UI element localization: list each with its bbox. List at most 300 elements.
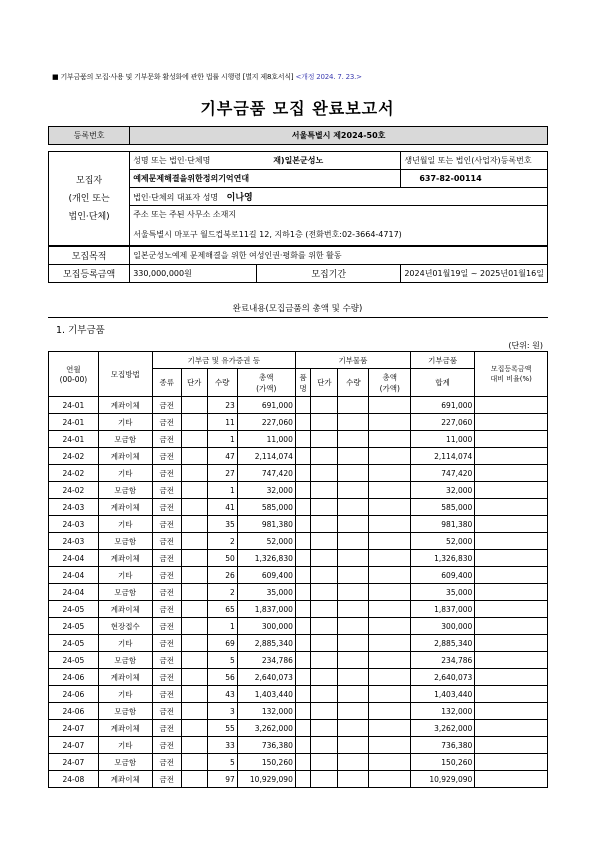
cell-goods-qty bbox=[338, 686, 369, 703]
cell-goods-amount bbox=[369, 737, 411, 754]
cell-ratio bbox=[475, 516, 548, 533]
cell-ratio bbox=[475, 618, 548, 635]
cell-total: 10,929,090 bbox=[411, 771, 475, 788]
table-row bbox=[49, 669, 548, 686]
cell-kind: 금전 bbox=[152, 635, 181, 652]
divider bbox=[48, 317, 548, 318]
cell-goods-qty bbox=[338, 703, 369, 720]
table-row bbox=[49, 737, 548, 754]
cell-goods-qty bbox=[338, 482, 369, 499]
cell-goods-amount bbox=[369, 771, 411, 788]
cell-qty: 23 bbox=[207, 397, 237, 414]
header-ratio-1: 모집등록금액 bbox=[490, 365, 532, 373]
cell-goods-amount bbox=[369, 465, 411, 482]
cell-amount: 747,420 bbox=[237, 465, 295, 482]
cell-ratio bbox=[475, 465, 548, 482]
collector-label bbox=[49, 152, 130, 246]
cell-unitprice bbox=[181, 567, 207, 584]
cell-goods-amount bbox=[369, 397, 411, 414]
cell-goods-amount bbox=[369, 601, 411, 618]
cell-kind: 금전 bbox=[152, 431, 181, 448]
table-row bbox=[49, 465, 548, 482]
cell-yearmonth: 24-02 bbox=[49, 465, 99, 482]
cell-amount: 300,000 bbox=[237, 618, 295, 635]
cell-goods-unitprice bbox=[311, 686, 338, 703]
cell-method: 계좌이체 bbox=[98, 669, 152, 686]
cell-yearmonth: 24-07 bbox=[49, 737, 99, 754]
page-title: 기부금품 모집 완료보고서 bbox=[200, 99, 395, 118]
cell-total: 2,885,340 bbox=[411, 635, 475, 652]
cell-goods-qty bbox=[338, 720, 369, 737]
cell-goods-unitprice bbox=[311, 669, 338, 686]
cell-kind: 금전 bbox=[152, 771, 181, 788]
cell-kind: 금전 bbox=[152, 397, 181, 414]
cell-qty: 3 bbox=[207, 703, 237, 720]
amount-value: 330,000,000원 bbox=[130, 265, 257, 283]
cell-amount: 609,400 bbox=[237, 567, 295, 584]
cell-qty: 47 bbox=[207, 448, 237, 465]
cell-method: 모금함 bbox=[98, 482, 152, 499]
header-item-2: 명 bbox=[299, 383, 307, 393]
cell-kind: 금전 bbox=[152, 601, 181, 618]
cell-ratio bbox=[475, 567, 548, 584]
table-row bbox=[49, 397, 548, 414]
cell-goods-unitprice bbox=[311, 448, 338, 465]
cell-qty: 33 bbox=[207, 737, 237, 754]
reg-label: 등록번호 bbox=[49, 127, 130, 145]
table-row bbox=[49, 567, 548, 584]
cell-method: 기타 bbox=[98, 635, 152, 652]
cell-kind: 금전 bbox=[152, 448, 181, 465]
cell-goods-unitprice bbox=[311, 550, 338, 567]
header-qty: 수량 bbox=[207, 369, 237, 397]
cell-item bbox=[295, 414, 311, 431]
cell-goods-unitprice bbox=[311, 567, 338, 584]
cell-qty: 35 bbox=[207, 516, 237, 533]
cell-kind: 금전 bbox=[152, 652, 181, 669]
cell-goods-qty bbox=[338, 516, 369, 533]
cell-amount: 2,885,340 bbox=[237, 635, 295, 652]
cell-ratio bbox=[475, 720, 548, 737]
cell-yearmonth: 24-07 bbox=[49, 754, 99, 771]
cell-yearmonth: 24-05 bbox=[49, 635, 99, 652]
cell-goods-amount bbox=[369, 499, 411, 516]
collector-label-2: (개인 또는 bbox=[68, 193, 110, 204]
cell-qty: 11 bbox=[207, 414, 237, 431]
cell-method: 모금함 bbox=[98, 652, 152, 669]
cell-goods-qty bbox=[338, 652, 369, 669]
donation-table bbox=[48, 351, 548, 788]
cell-item bbox=[295, 499, 311, 516]
cell-goods-amount bbox=[369, 533, 411, 550]
cell-unitprice bbox=[181, 754, 207, 771]
cell-qty: 41 bbox=[207, 499, 237, 516]
cell-unitprice bbox=[181, 533, 207, 550]
name-cell bbox=[130, 152, 401, 188]
cell-goods-qty bbox=[338, 771, 369, 788]
table-row bbox=[49, 499, 548, 516]
cell-goods-qty bbox=[338, 737, 369, 754]
amount-label: 모집등록금액 bbox=[49, 265, 130, 283]
cell-goods-qty bbox=[338, 754, 369, 771]
table-row bbox=[49, 652, 548, 669]
table-row bbox=[49, 754, 548, 771]
header-ratio-2: 대비 비율(%) bbox=[490, 375, 532, 383]
cell-qty: 1 bbox=[207, 618, 237, 635]
cell-goods-qty bbox=[338, 618, 369, 635]
cell-ratio bbox=[475, 686, 548, 703]
cell-total: 132,000 bbox=[411, 703, 475, 720]
header-method: 모집방법 bbox=[98, 352, 152, 397]
cell-goods-amount bbox=[369, 635, 411, 652]
cell-kind: 금전 bbox=[152, 499, 181, 516]
cell-yearmonth: 24-04 bbox=[49, 584, 99, 601]
table-row bbox=[49, 686, 548, 703]
cell-method: 계좌이체 bbox=[98, 397, 152, 414]
cell-goods-qty bbox=[338, 584, 369, 601]
cell-qty: 43 bbox=[207, 686, 237, 703]
cell-unitprice bbox=[181, 635, 207, 652]
cell-item bbox=[295, 465, 311, 482]
cell-item bbox=[295, 397, 311, 414]
cell-item bbox=[295, 584, 311, 601]
cell-amount: 736,380 bbox=[237, 737, 295, 754]
header-unitprice: 단가 bbox=[181, 369, 207, 397]
cell-method: 기타 bbox=[98, 414, 152, 431]
cell-yearmonth: 24-06 bbox=[49, 669, 99, 686]
table-row bbox=[49, 448, 548, 465]
table-row bbox=[49, 431, 548, 448]
cell-method: 기타 bbox=[98, 737, 152, 754]
cell-item bbox=[295, 669, 311, 686]
cell-item bbox=[295, 720, 311, 737]
cell-amount: 227,060 bbox=[237, 414, 295, 431]
cell-total: 1,326,830 bbox=[411, 550, 475, 567]
cell-amount: 2,640,073 bbox=[237, 669, 295, 686]
rep-label: 법인·단체의 대표자 성명 bbox=[133, 193, 219, 202]
cell-item bbox=[295, 771, 311, 788]
cell-goods-unitprice bbox=[311, 584, 338, 601]
header-kind: 종류 bbox=[152, 369, 181, 397]
cell-yearmonth: 24-02 bbox=[49, 482, 99, 499]
cell-qty: 97 bbox=[207, 771, 237, 788]
cell-goods-amount bbox=[369, 584, 411, 601]
cell-yearmonth: 24-08 bbox=[49, 771, 99, 788]
cell-unitprice bbox=[181, 482, 207, 499]
cell-ratio bbox=[475, 448, 548, 465]
header-yearmonth bbox=[49, 352, 99, 397]
cell-qty: 56 bbox=[207, 669, 237, 686]
cell-total: 1,403,440 bbox=[411, 686, 475, 703]
cell-kind: 금전 bbox=[152, 669, 181, 686]
header-goods-qty: 수량 bbox=[338, 369, 369, 397]
cell-amount: 585,000 bbox=[237, 499, 295, 516]
cell-qty: 5 bbox=[207, 754, 237, 771]
cell-item bbox=[295, 652, 311, 669]
cell-method: 기타 bbox=[98, 465, 152, 482]
cell-method: 계좌이체 bbox=[98, 499, 152, 516]
cell-goods-qty bbox=[338, 465, 369, 482]
addr-label: 주소 또는 주된 사무소 소재지 bbox=[130, 206, 548, 224]
purpose-label: 모집목적 bbox=[49, 247, 130, 265]
cell-method: 계좌이체 bbox=[98, 601, 152, 618]
cell-amount: 132,000 bbox=[237, 703, 295, 720]
cell-unitprice bbox=[181, 499, 207, 516]
cell-method: 기타 bbox=[98, 686, 152, 703]
cell-amount: 1,326,830 bbox=[237, 550, 295, 567]
cell-goods-unitprice bbox=[311, 533, 338, 550]
cell-goods-unitprice bbox=[311, 737, 338, 754]
legal-note-text: ■ 기부금품의 모집·사용 및 기부문화 활성화에 관한 법률 시행령 [별지 제8호서식] bbox=[52, 73, 294, 81]
header-goods-amount-1: 총액 bbox=[382, 372, 397, 382]
cell-amount: 11,000 bbox=[237, 431, 295, 448]
cell-ratio bbox=[475, 771, 548, 788]
cell-qty: 2 bbox=[207, 584, 237, 601]
cell-unitprice bbox=[181, 465, 207, 482]
table-row bbox=[49, 516, 548, 533]
cell-goods-qty bbox=[338, 635, 369, 652]
cell-unitprice bbox=[181, 550, 207, 567]
cell-ratio bbox=[475, 414, 548, 431]
cell-qty: 27 bbox=[207, 465, 237, 482]
cell-total: 691,000 bbox=[411, 397, 475, 414]
cell-amount: 981,380 bbox=[237, 516, 295, 533]
header-group-money: 기부금 및 유가증권 등 bbox=[152, 352, 295, 369]
header-goods-amount bbox=[369, 369, 411, 397]
header-goods-amount-2: (가액) bbox=[379, 383, 400, 393]
cell-goods-unitprice bbox=[311, 618, 338, 635]
cell-item bbox=[295, 703, 311, 720]
cell-kind: 금전 bbox=[152, 482, 181, 499]
cell-unitprice bbox=[181, 686, 207, 703]
cell-method: 모금함 bbox=[98, 431, 152, 448]
cell-method: 모금함 bbox=[98, 754, 152, 771]
header-yearmonth-1: 연월 bbox=[66, 365, 81, 374]
header-yearmonth-2: (00-00) bbox=[59, 375, 88, 384]
cell-kind: 금전 bbox=[152, 567, 181, 584]
section-title: 1. 기부금품 bbox=[56, 325, 105, 336]
cell-goods-unitprice bbox=[311, 754, 338, 771]
cell-goods-unitprice bbox=[311, 771, 338, 788]
cell-qty: 2 bbox=[207, 533, 237, 550]
cell-method: 모금함 bbox=[98, 533, 152, 550]
cell-ratio bbox=[475, 754, 548, 771]
cell-goods-qty bbox=[338, 601, 369, 618]
cell-item bbox=[295, 567, 311, 584]
info-table bbox=[48, 126, 548, 283]
cell-goods-amount bbox=[369, 669, 411, 686]
cell-item bbox=[295, 448, 311, 465]
cell-ratio bbox=[475, 431, 548, 448]
cell-method: 계좌이체 bbox=[98, 448, 152, 465]
cell-goods-unitprice bbox=[311, 635, 338, 652]
cell-item bbox=[295, 533, 311, 550]
cell-item bbox=[295, 550, 311, 567]
cell-yearmonth: 24-04 bbox=[49, 550, 99, 567]
cell-unitprice bbox=[181, 448, 207, 465]
cell-yearmonth: 24-04 bbox=[49, 567, 99, 584]
cell-qty: 1 bbox=[207, 482, 237, 499]
cell-goods-qty bbox=[338, 414, 369, 431]
cell-goods-amount bbox=[369, 720, 411, 737]
cell-amount: 1,837,000 bbox=[237, 601, 295, 618]
cell-goods-amount bbox=[369, 754, 411, 771]
cell-kind: 금전 bbox=[152, 703, 181, 720]
cell-yearmonth: 24-03 bbox=[49, 533, 99, 550]
cell-qty: 65 bbox=[207, 601, 237, 618]
cell-total: 52,000 bbox=[411, 533, 475, 550]
cell-total: 35,000 bbox=[411, 584, 475, 601]
cell-ratio bbox=[475, 635, 548, 652]
cell-yearmonth: 24-05 bbox=[49, 601, 99, 618]
cell-method: 현장접수 bbox=[98, 618, 152, 635]
cell-item bbox=[295, 754, 311, 771]
cell-unitprice bbox=[181, 516, 207, 533]
cell-total: 234,786 bbox=[411, 652, 475, 669]
cell-item bbox=[295, 482, 311, 499]
table-row bbox=[49, 533, 548, 550]
name-value-1: 재)일본군성노 bbox=[273, 156, 324, 165]
cell-goods-unitprice bbox=[311, 499, 338, 516]
cell-kind: 금전 bbox=[152, 516, 181, 533]
cell-method: 계좌이체 bbox=[98, 550, 152, 567]
cell-total: 747,420 bbox=[411, 465, 475, 482]
reg-value: 서울특별시 제2024-50호 bbox=[130, 127, 548, 145]
cell-total: 609,400 bbox=[411, 567, 475, 584]
cell-yearmonth: 24-01 bbox=[49, 431, 99, 448]
cell-unitprice bbox=[181, 737, 207, 754]
cell-method: 계좌이체 bbox=[98, 720, 152, 737]
cell-item bbox=[295, 635, 311, 652]
cell-kind: 금전 bbox=[152, 414, 181, 431]
cell-qty: 26 bbox=[207, 567, 237, 584]
cell-goods-amount bbox=[369, 414, 411, 431]
cell-goods-unitprice bbox=[311, 431, 338, 448]
header-item-1: 품 bbox=[299, 372, 307, 382]
period-value: 2024년01월19일 ~ 2025년01월16일 bbox=[401, 265, 548, 283]
header-group-goods: 기부물품 bbox=[295, 352, 410, 369]
cell-ratio bbox=[475, 482, 548, 499]
cell-amount: 52,000 bbox=[237, 533, 295, 550]
cell-goods-amount bbox=[369, 703, 411, 720]
cell-method: 모금함 bbox=[98, 584, 152, 601]
cell-yearmonth: 24-05 bbox=[49, 652, 99, 669]
cell-yearmonth: 24-07 bbox=[49, 720, 99, 737]
cell-goods-qty bbox=[338, 448, 369, 465]
cell-amount: 2,114,074 bbox=[237, 448, 295, 465]
cell-kind: 금전 bbox=[152, 737, 181, 754]
cell-goods-unitprice bbox=[311, 482, 338, 499]
cell-unitprice bbox=[181, 414, 207, 431]
table-row bbox=[49, 482, 548, 499]
legal-note bbox=[52, 72, 362, 82]
cell-unitprice bbox=[181, 720, 207, 737]
rep-value: 이나영 bbox=[226, 193, 253, 203]
cell-goods-qty bbox=[338, 550, 369, 567]
cell-ratio bbox=[475, 669, 548, 686]
cell-amount: 691,000 bbox=[237, 397, 295, 414]
header-group-total: 기부금품 bbox=[411, 352, 475, 369]
cell-unitprice bbox=[181, 652, 207, 669]
addr-value: 서울특별시 마포구 월드컵북로11길 12, 지하1층 (전화번호:02-3664-4717) bbox=[130, 223, 548, 246]
cell-kind: 금전 bbox=[152, 754, 181, 771]
cell-goods-amount bbox=[369, 431, 411, 448]
table-row bbox=[49, 618, 548, 635]
cell-total: 11,000 bbox=[411, 431, 475, 448]
cell-qty: 5 bbox=[207, 652, 237, 669]
cell-item bbox=[295, 601, 311, 618]
cell-yearmonth: 24-06 bbox=[49, 703, 99, 720]
cell-kind: 금전 bbox=[152, 465, 181, 482]
cell-unitprice bbox=[181, 669, 207, 686]
header-amount bbox=[237, 369, 295, 397]
cell-item bbox=[295, 431, 311, 448]
cell-goods-qty bbox=[338, 533, 369, 550]
cell-kind: 금전 bbox=[152, 686, 181, 703]
cell-ratio bbox=[475, 533, 548, 550]
cell-total: 981,380 bbox=[411, 516, 475, 533]
cell-item bbox=[295, 516, 311, 533]
cell-ratio bbox=[475, 499, 548, 516]
table-row bbox=[49, 635, 548, 652]
cell-unitprice bbox=[181, 618, 207, 635]
cell-amount: 32,000 bbox=[237, 482, 295, 499]
cell-goods-amount bbox=[369, 550, 411, 567]
table-row bbox=[49, 550, 548, 567]
cell-qty: 55 bbox=[207, 720, 237, 737]
cell-yearmonth: 24-02 bbox=[49, 448, 99, 465]
cell-yearmonth: 24-01 bbox=[49, 414, 99, 431]
cell-ratio bbox=[475, 550, 548, 567]
cell-kind: 금전 bbox=[152, 550, 181, 567]
cell-goods-qty bbox=[338, 499, 369, 516]
cell-ratio bbox=[475, 601, 548, 618]
cell-goods-amount bbox=[369, 652, 411, 669]
cell-yearmonth: 24-06 bbox=[49, 686, 99, 703]
cell-ratio bbox=[475, 584, 548, 601]
cell-yearmonth: 24-05 bbox=[49, 618, 99, 635]
cell-amount: 1,403,440 bbox=[237, 686, 295, 703]
cell-yearmonth: 24-03 bbox=[49, 516, 99, 533]
cell-ratio bbox=[475, 737, 548, 754]
cell-ratio bbox=[475, 397, 548, 414]
collector-label-1: 모집자 bbox=[76, 175, 103, 186]
cell-method: 기타 bbox=[98, 516, 152, 533]
table-row bbox=[49, 720, 548, 737]
cell-total: 300,000 bbox=[411, 618, 475, 635]
cell-total: 1,837,000 bbox=[411, 601, 475, 618]
table-row bbox=[49, 414, 548, 431]
rep-cell bbox=[130, 188, 548, 206]
cell-total: 32,000 bbox=[411, 482, 475, 499]
cell-kind: 금전 bbox=[152, 533, 181, 550]
cell-kind: 금전 bbox=[152, 720, 181, 737]
cell-goods-unitprice bbox=[311, 601, 338, 618]
table-row bbox=[49, 703, 548, 720]
cell-goods-unitprice bbox=[311, 652, 338, 669]
cell-item bbox=[295, 686, 311, 703]
cell-qty: 50 bbox=[207, 550, 237, 567]
birth-label: 생년월일 또는 법인(사업자)등록번호 bbox=[401, 152, 547, 170]
cell-amount: 3,262,000 bbox=[237, 720, 295, 737]
cell-method: 계좌이체 bbox=[98, 771, 152, 788]
header-ratio bbox=[475, 352, 548, 397]
cell-qty: 69 bbox=[207, 635, 237, 652]
header-goods-unitprice: 단가 bbox=[311, 369, 338, 397]
cell-goods-amount bbox=[369, 567, 411, 584]
period-label: 모집기간 bbox=[257, 265, 401, 283]
collector-label-3: 법인·단체) bbox=[68, 211, 110, 222]
